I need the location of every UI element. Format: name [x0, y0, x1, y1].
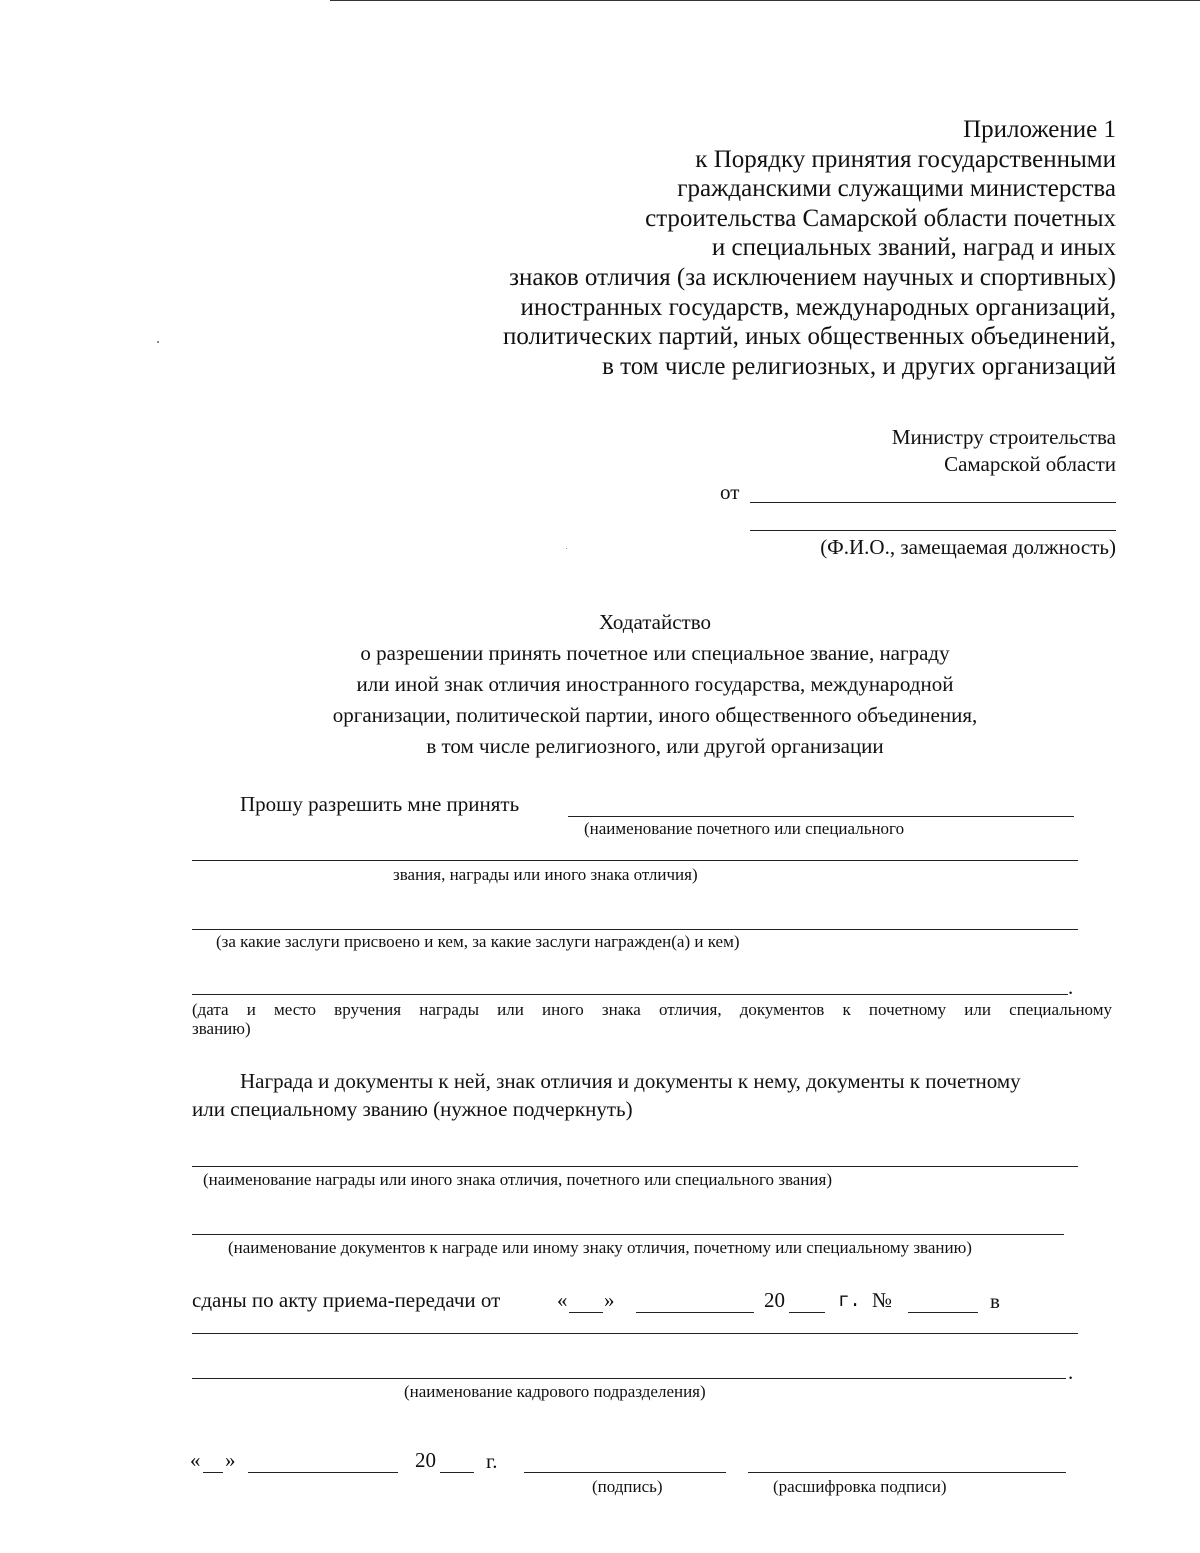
- open-quote: «: [557, 1288, 568, 1312]
- from-label: от: [720, 480, 740, 504]
- award-docs-line: или специальному званию (нужное подчеркнуть): [192, 1097, 633, 1121]
- period: .: [1068, 975, 1074, 999]
- year-prefix: 20: [764, 1288, 785, 1312]
- year-suffix: г.: [838, 1290, 861, 1312]
- act-month-field[interactable]: [636, 1312, 754, 1313]
- signature-caption: (подпись): [592, 1477, 663, 1496]
- from-caption: (Ф.И.О., замещаемая должность): [820, 535, 1116, 559]
- hr-department-field-continued[interactable]: [192, 1378, 1066, 1379]
- award-title-field[interactable]: [192, 1166, 1078, 1167]
- appendix-line: в том числе религиозных, и других организаций: [602, 352, 1116, 380]
- award-name-caption: (наименование почетного или специального: [584, 819, 905, 838]
- petition-title-line: в том числе религиозного, или другой организации: [426, 734, 884, 758]
- signature-decode-caption: (расшифровка подписи): [773, 1477, 947, 1496]
- merits-caption: (за какие заслуги присвоено и кем, за какие заслуги награжден(а) и кем): [216, 932, 740, 951]
- petition-title-line: или иной знак отличия иностранного государства, международной: [356, 672, 954, 696]
- award-documents-field[interactable]: [192, 1234, 1064, 1235]
- open-quote: «: [190, 1448, 201, 1472]
- year-suffix: г.: [486, 1449, 498, 1473]
- award-name-field[interactable]: [568, 816, 1074, 817]
- award-name-caption-continued: звания, награды или иного знака отличия): [393, 865, 698, 884]
- signature-decode-field[interactable]: [748, 1472, 1066, 1473]
- petition-title-line: о разрешении принять почетное или специальное звание, награду: [360, 641, 950, 665]
- appendix-line: иностранных государств, международных организаций,: [520, 293, 1116, 321]
- appendix-line: политических партий, иных общественных объединений,: [502, 323, 1116, 351]
- merits-field[interactable]: [192, 929, 1078, 930]
- award-date-place-caption-end: званию): [192, 1019, 251, 1038]
- award-docs-line: Награда и документы к ней, знак отличия и документы к нему, документы к почетному: [240, 1069, 1021, 1093]
- sign-year-field[interactable]: [440, 1472, 474, 1473]
- award-title-caption: (наименование награды или иного знака отличия, почетного или специального звания): [203, 1170, 832, 1189]
- scan-speck: [157, 341, 159, 343]
- petition-heading: Ходатайство: [599, 610, 711, 634]
- hr-department-field[interactable]: [192, 1333, 1078, 1334]
- appendix-line: Приложение 1: [963, 116, 1116, 143]
- appendix-header: [503, 115, 1116, 381]
- petition-title-line: организации, политической партии, иного общественного объединения,: [332, 703, 978, 727]
- period: .: [1068, 1360, 1074, 1384]
- appendix-line: и специальных званий, наград и иных: [711, 234, 1116, 262]
- award-name-field-continued[interactable]: [192, 860, 1078, 861]
- act-text: сданы по акту приема-передачи от: [192, 1288, 501, 1312]
- from-name-field[interactable]: [750, 502, 1116, 503]
- request-text: Прошу разрешить мне принять: [240, 792, 520, 816]
- addressee-line: Министру строительства: [891, 425, 1116, 449]
- appendix-line: к Порядку принятия государственными: [695, 145, 1116, 173]
- petition-title: [0, 607, 1200, 762]
- act-day-field[interactable]: [569, 1312, 603, 1313]
- signature-field[interactable]: [524, 1472, 726, 1473]
- addressee-block: [892, 424, 1116, 478]
- act-year-field[interactable]: [789, 1312, 825, 1313]
- sign-month-field[interactable]: [248, 1472, 398, 1473]
- year-prefix: 20: [415, 1448, 436, 1472]
- scan-top-edge: [330, 0, 1200, 1]
- award-date-place-caption: (дата и место вручения награды или иного знака отличия, документов к почетному или специальному: [192, 1000, 1112, 1019]
- sign-day-field[interactable]: [203, 1472, 223, 1473]
- hr-department-caption: (наименование кадрового подразделения): [404, 1382, 706, 1401]
- act-number-field[interactable]: [908, 1312, 978, 1313]
- number-sign: №: [872, 1288, 893, 1312]
- appendix-line: гражданскими служащими министерства: [677, 175, 1116, 203]
- award-documents-caption: (наименование документов к награде или иному знаку отличия, почетному или специальному званию): [228, 1238, 972, 1257]
- appendix-line: строительства Самарской области почетных: [645, 204, 1116, 232]
- close-quote: »: [225, 1448, 236, 1472]
- scan-speck: [566, 548, 567, 549]
- in-word: в: [990, 1289, 1000, 1313]
- award-date-place-field[interactable]: [192, 994, 1068, 995]
- appendix-line: знаков отличия (за исключением научных и спортивных): [509, 263, 1116, 291]
- close-quote: »: [604, 1288, 615, 1312]
- from-position-field[interactable]: [750, 530, 1116, 531]
- addressee-line: Самарской области: [944, 452, 1116, 476]
